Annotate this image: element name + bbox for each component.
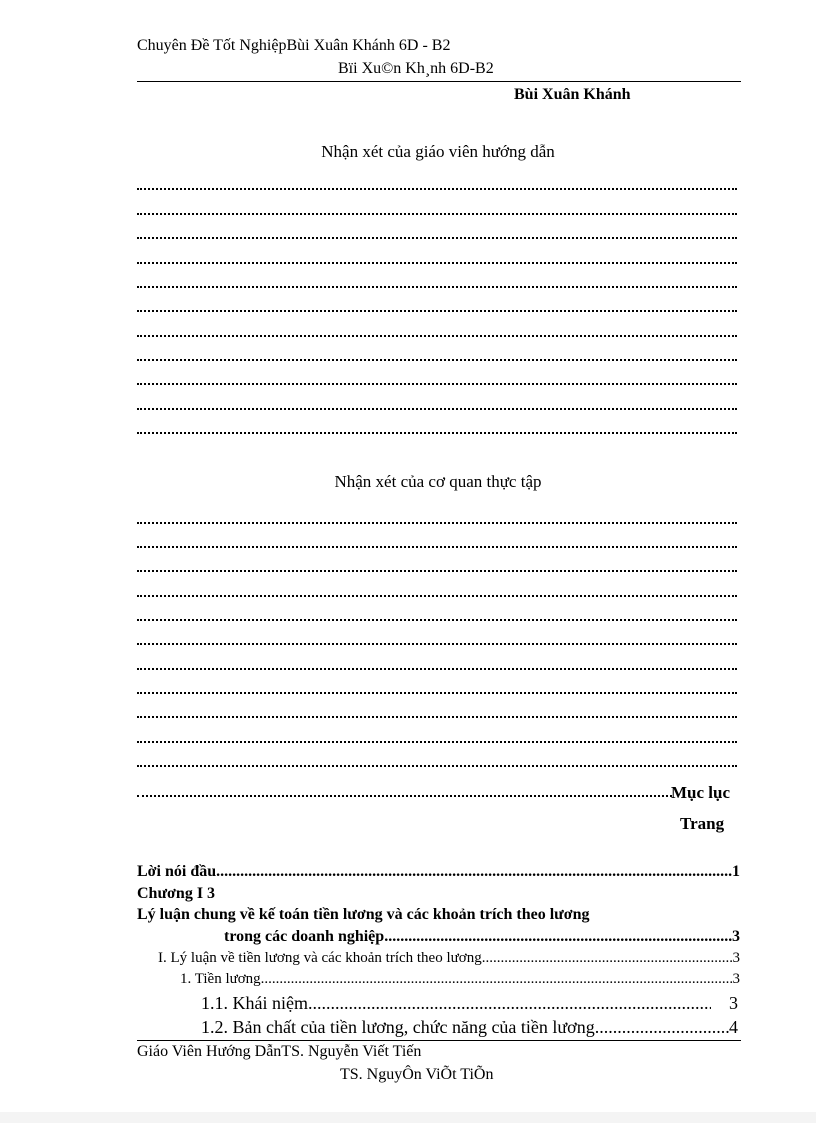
dotted-line [137,351,737,361]
toc-entry-text: trong các doanh nghiệp [224,928,385,945]
dotted-line [137,733,737,743]
dotted-line [137,254,737,264]
dotted-line [137,400,737,410]
toc-entry-page: 3 [732,971,740,987]
dotted-line [137,787,672,797]
toc-page-label: Trang [680,814,725,833]
dotted-line [137,205,737,215]
dotted-line [137,684,737,694]
dotted-line [137,538,737,548]
toc-entry[interactable] [201,1017,738,1038]
dotted-line [137,327,737,337]
dotted-line [137,635,737,645]
page-bottom-edge [0,1112,816,1123]
toc-leader [482,950,733,967]
toc-entry[interactable] [180,971,740,988]
author-name: Bùi Xuân Khánh [514,86,631,103]
dotted-line [137,660,737,670]
footer-rule [137,1040,741,1041]
dotted-line [137,302,737,312]
toc-chapter-title[interactable]: Lý luận chung về kế toán tiền lương và các khoản trích theo lương [137,906,590,923]
dotted-line [137,229,737,239]
dotted-line [137,562,737,572]
dotted-line [137,375,737,385]
toc-chapter[interactable]: Chương I 3 [137,885,216,902]
toc-entry-text: 1.2. Bản chất của tiền lương, chức năng của tiền lương [201,1017,595,1037]
dotted-line [137,708,737,718]
toc-heading: Mục lục [671,783,731,802]
dotted-line [137,611,737,621]
toc-entry-page: 3 [732,928,740,945]
toc-entry-page: 4 [729,1017,738,1037]
dotted-line [137,180,737,190]
toc-entry-text: Lời nói đầu [137,863,217,880]
dotted-line [137,278,737,288]
supervisor-comment-title: Nhận xét của giáo viên hướng dẫn [321,142,555,161]
toc-entry[interactable] [224,928,740,946]
toc-entry-page: 3 [729,993,738,1013]
toc-entry[interactable] [137,863,740,881]
running-header: Chuyên Đề Tốt NghiệpBùi Xuân Khánh 6D - B2 [137,37,451,54]
dotted-line [137,587,737,597]
toc-entry-text: 1.1. Khái niệm [201,993,308,1013]
toc-leader [261,971,733,988]
header-rule [137,81,741,82]
dotted-line [137,757,737,767]
toc-leader [595,1017,729,1038]
running-header-legacy: Bïi Xu©n Kh¸nh 6D-B2 [338,60,494,77]
dotted-line [137,514,737,524]
toc-leader [216,863,732,881]
toc-entry-text: I. Lý luận về tiền lương và các khoản trích theo lương [158,950,482,966]
toc-leader [308,993,711,1014]
toc-entry-page: 1 [732,863,740,880]
toc-entry[interactable] [158,950,740,967]
toc-entry[interactable] [201,993,738,1014]
toc-entry-text: 1. Tiền lương [180,971,261,987]
running-footer: Giáo Viên Hướng DẫnTS. Nguyễn Viết Tiến [137,1043,422,1060]
running-footer-legacy: TS. NguyÔn ViÕt TiÕn [340,1066,494,1083]
internship-comment-title: Nhận xét của cơ quan thực tập [334,472,542,491]
toc-entry-page: 3 [732,950,740,966]
toc-leader [384,928,732,946]
dotted-line [137,424,737,434]
